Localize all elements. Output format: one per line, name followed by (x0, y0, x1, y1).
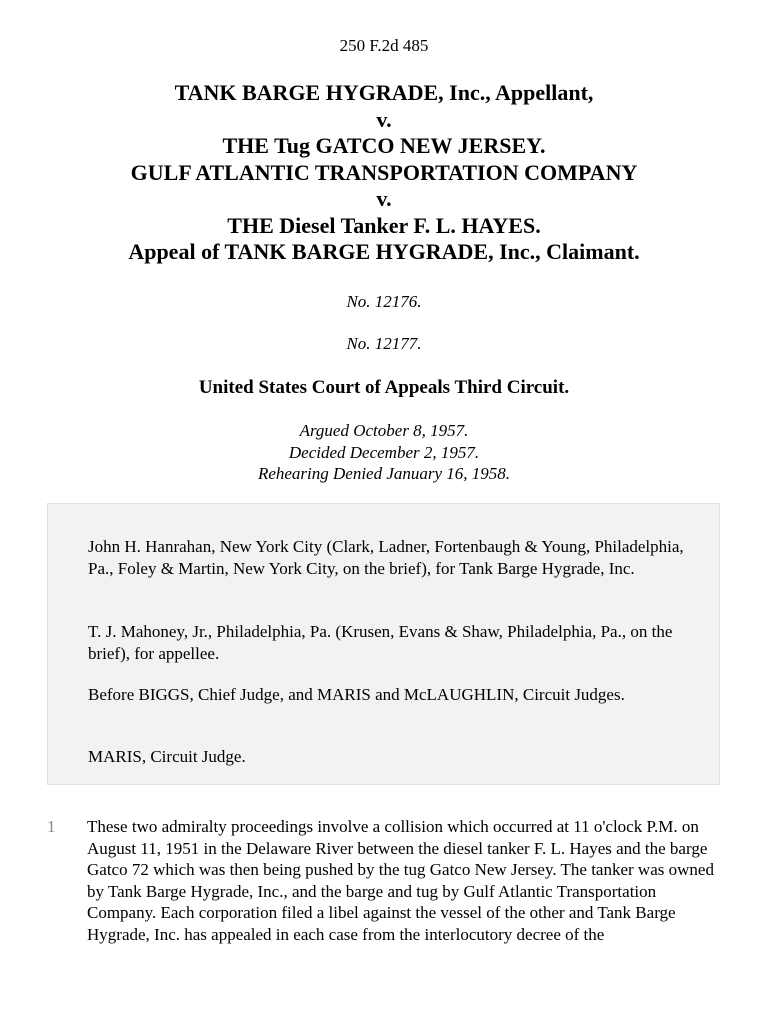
decided-date: Decided December 2, 1957. (288, 442, 480, 462)
appellant-counsel: John H. Hanrahan, New York City (Clark, Ladner, Fortenbaugh & Young, Philadelphia, Pa., Foley & Martin, New York City, on the brief), for Tank Barge Hygrade, Inc. (88, 537, 684, 578)
title-line: v. (376, 106, 392, 132)
docket-number: No. 12177. (346, 334, 422, 353)
appellee-counsel: T. J. Mahoney, Jr., Philadelphia, Pa. (Krusen, Evans & Shaw, Philadelphia, Pa., on the brief), for appellee. (88, 622, 673, 663)
title-line: v. (376, 186, 392, 211)
paragraph-number: 1 (47, 817, 56, 836)
title-line: Appeal of TANK BARGE HYGRADE, Inc., Claimant. (128, 239, 640, 264)
docket-number: No. 12176. (346, 292, 422, 311)
title-line: TANK BARGE HYGRADE, Inc., Appellant, (174, 80, 594, 105)
counsel-box (47, 503, 720, 785)
rehearing-date: Rehearing Denied January 16, 1958. (257, 464, 511, 483)
case-citation: 250 F.2d 485 (339, 36, 429, 55)
opinion-paragraph: These two admiralty proceedings involve a collision which occurred at 11 o'clock P.M. on August 11, 1951 in the Delaware River between the diesel tanker F. L. Hayes and the barge Gatco 72 which was then being pushed by the tug Gatco New Jersey. The tanker was owned by Tank Barge Hygrade, Inc., and the barge and tug by Gulf Atlantic Transportation Company. Each corporation filed a libel against the vessel of the other and Tank Barge Hygrade, Inc. has appealed in each case from the interlocutory decree of the (87, 817, 714, 944)
title-line: THE Diesel Tanker F. L. HAYES. (227, 212, 541, 238)
argued-date: Argued October 8, 1957. (299, 421, 469, 440)
case-title (0, 80, 768, 266)
opinion-author: MARIS, Circuit Judge. (88, 747, 246, 766)
title-line: THE Tug GATCO NEW JERSEY. (222, 133, 546, 158)
judges-panel: Before BIGGS, Chief Judge, and MARIS and McLAUGHLIN, Circuit Judges. (88, 685, 625, 704)
case-dates (0, 420, 768, 485)
title-line: GULF ATLANTIC TRANSPORTATION COMPANY (130, 159, 638, 185)
court-name: United States Court of Appeals Third Circuit. (198, 377, 570, 398)
